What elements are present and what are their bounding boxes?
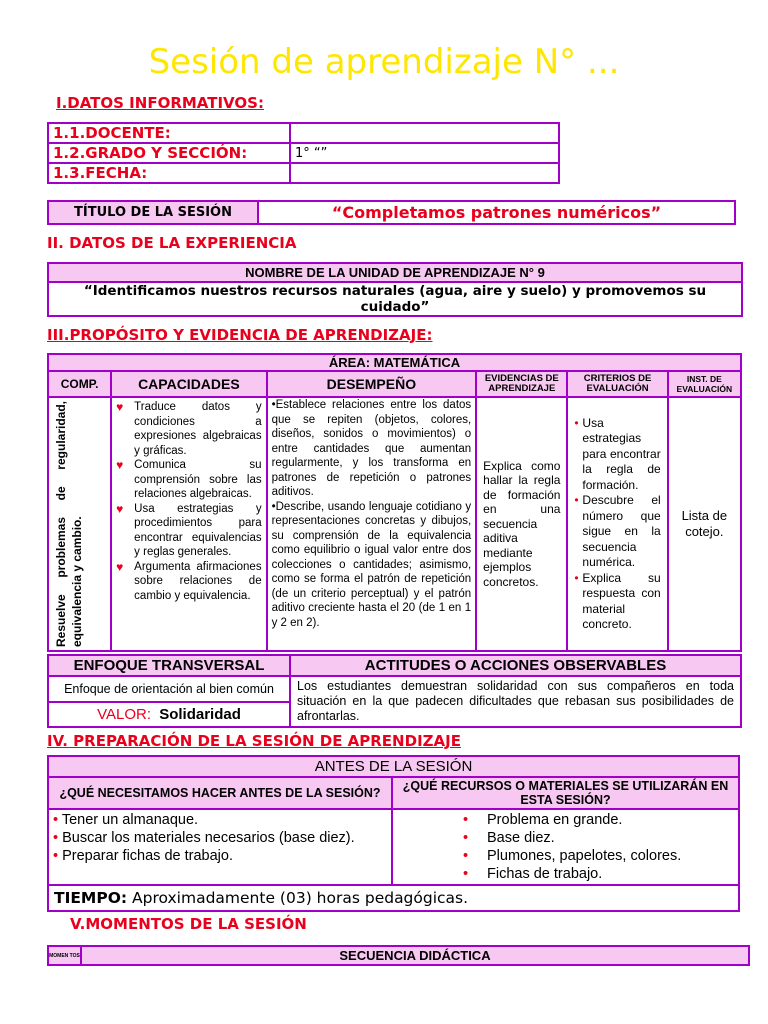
capacidades-cell [111,397,266,651]
header-capacidades: CAPACIDADES [111,371,266,397]
list-item: • Tener un almanaque. [53,812,199,828]
section-3-heading: III.PROPÓSITO Y EVIDENCIA DE APRENDIZAJE: [47,326,433,344]
criterios-cell [567,397,667,651]
criterio-item: • Descubre el número que sigue en la secuencia numérica. [574,493,660,571]
criterio-item: • Explica su respuesta con material concreto. [574,571,660,633]
datos-informativos-table [47,122,560,184]
enfoque-table [47,654,742,728]
momentos-header: MOMEN TOS [48,946,81,965]
fecha-label: 1.3.FECHA: [48,163,290,183]
grado-value[interactable]: 1° “” [290,143,559,163]
desempeno-item: •Establece relaciones entre los datos que se repiten (objetos, colores, diseños, sonidos o movimientos) o entre cantidades que aumentan regularmente, y los transforma en patrones de repetición o patrones aditivos. [271,399,472,498]
capacidad-item: ♥ Traduce datos y condiciones a expresiones algebraicas y gráficas. [116,400,261,458]
proposito-table [47,353,742,652]
valor-value: Solidaridad [159,705,241,723]
capacidad-item: ♥ Argumenta afirmaciones sobre relaciones de cambio y equivalencia. [116,560,261,604]
col2-header: ¿QUÉ RECURSOS O MATERIALES SE UTILIZARÁN EN ESTA SESIÓN? [392,777,739,809]
session-title-label: TÍTULO DE LA SESIÓN [48,201,258,224]
tiempo-label: TIEMPO: [54,889,128,907]
tiempo-value: Aproximadamente (03) horas pedagógicas. [132,889,469,907]
header-evidencias: EVIDENCIAS DE APRENDIZAJE [476,371,567,397]
section-1-heading: I.DATOS INFORMATIVOS: [56,94,264,112]
docente-label: 1.1.DOCENTE: [48,123,290,143]
antes-header: ANTES DE LA SESIÓN [48,756,739,777]
list-item: • Base diez. [463,830,555,846]
col1-header: ¿QUÉ NECESITAMOS HACER ANTES DE LA SESIÓN? [48,777,392,809]
actitudes-header: ACTITUDES O ACCIONES OBSERVABLES [290,655,741,676]
section-4-heading: IV. PREPARACIÓN DE LA SESIÓN DE APRENDIZAJE [47,732,461,750]
unidad-table [47,262,743,317]
competencia-cell [48,397,111,651]
unit-label: NOMBRE DE LA UNIDAD DE APRENDIZAJE N° 9 [48,263,742,282]
header-criterios: CRITERIOS DE EVALUACIÓN [567,371,667,397]
fecha-value[interactable] [290,163,559,183]
criterio-item: • Usa estrategias para encontrar la regla de formación. [574,416,660,494]
list-item: • Fichas de trabajo. [463,866,603,882]
grado-label: 1.2.GRADO Y SECCIÓN: [48,143,290,163]
actitudes-value: Los estudiantes demuestran solidaridad con sus compañeros en toda situación en la que padecen dificultades que rebasan sus posibilidades de afrontarlas. [290,676,741,727]
session-title-table [47,200,736,225]
capacidad-item: ♥ Comunica su comprensión sobre las relaciones algebraicas. [116,458,261,502]
list-item: • Buscar los materiales necesarios (base diez). [53,830,355,846]
momentos-table [47,945,750,966]
section-5-heading: V.MOMENTOS DE LA SESIÓN [70,915,307,933]
instrumento-cell: Lista de cotejo. [668,397,741,651]
tiempo-row [48,885,739,911]
competencia-text: Resuelve problemas de regularidad, equivalencia y cambio. [54,401,84,647]
header-desempeno: DESEMPEÑO [267,371,477,397]
unit-name: “Identificamos nuestros recursos naturales (agua, aire y suelo) y promovemos su cuidado” [48,282,742,316]
header-comp: COMP. [48,371,111,397]
valor-label: VALOR: [97,705,152,723]
capacidad-item: ♥ Usa estrategias y procedimientos para encontrar equivalencias y reglas generales. [116,502,261,560]
enfoque-header: ENFOQUE TRANSVERSAL [48,655,290,676]
docente-value[interactable] [290,123,559,143]
session-title: “Completamos patrones numéricos” [258,201,735,224]
col2-list [392,809,739,885]
page-title: Sesión de aprendizaje N° ... [148,42,620,82]
evidencia-cell: Explica como hallar la regla de formación en una secuencia aditiva mediante ejemplos concretos. [476,397,567,651]
area-label: ÁREA: MATEMÁTICA [48,354,741,371]
secuencia-header: SECUENCIA DIDÁCTICA [81,946,749,965]
desempeno-item: •Describe, usando lenguaje cotidiano y representaciones concretas y dibujos, su comprensión de la equivalencia como equilibrio o igual valor entre dos colecciones o cantidades; asimismo, como se forma el patrón de repetición (de un criterio perceptual) y el patrón aditivo creciente hasta el 20 (de 1 en 1 y 2 en 2). [271,500,472,629]
list-item: • Preparar fichas de trabajo. [53,848,233,864]
enfoque-value: Enfoque de orientación al bien común [48,676,290,702]
col1-list [48,809,392,885]
header-inst: INST. DE EVALUACIÓN [668,371,741,397]
desempeno-cell [267,397,477,651]
list-item: • Plumones, papelotes, colores. [463,848,682,864]
section-2-heading: II. DATOS DE LA EXPERIENCIA [47,234,297,252]
preparacion-table [47,755,740,912]
list-item: • Problema en grande. [463,812,623,828]
valor-cell [48,702,290,728]
